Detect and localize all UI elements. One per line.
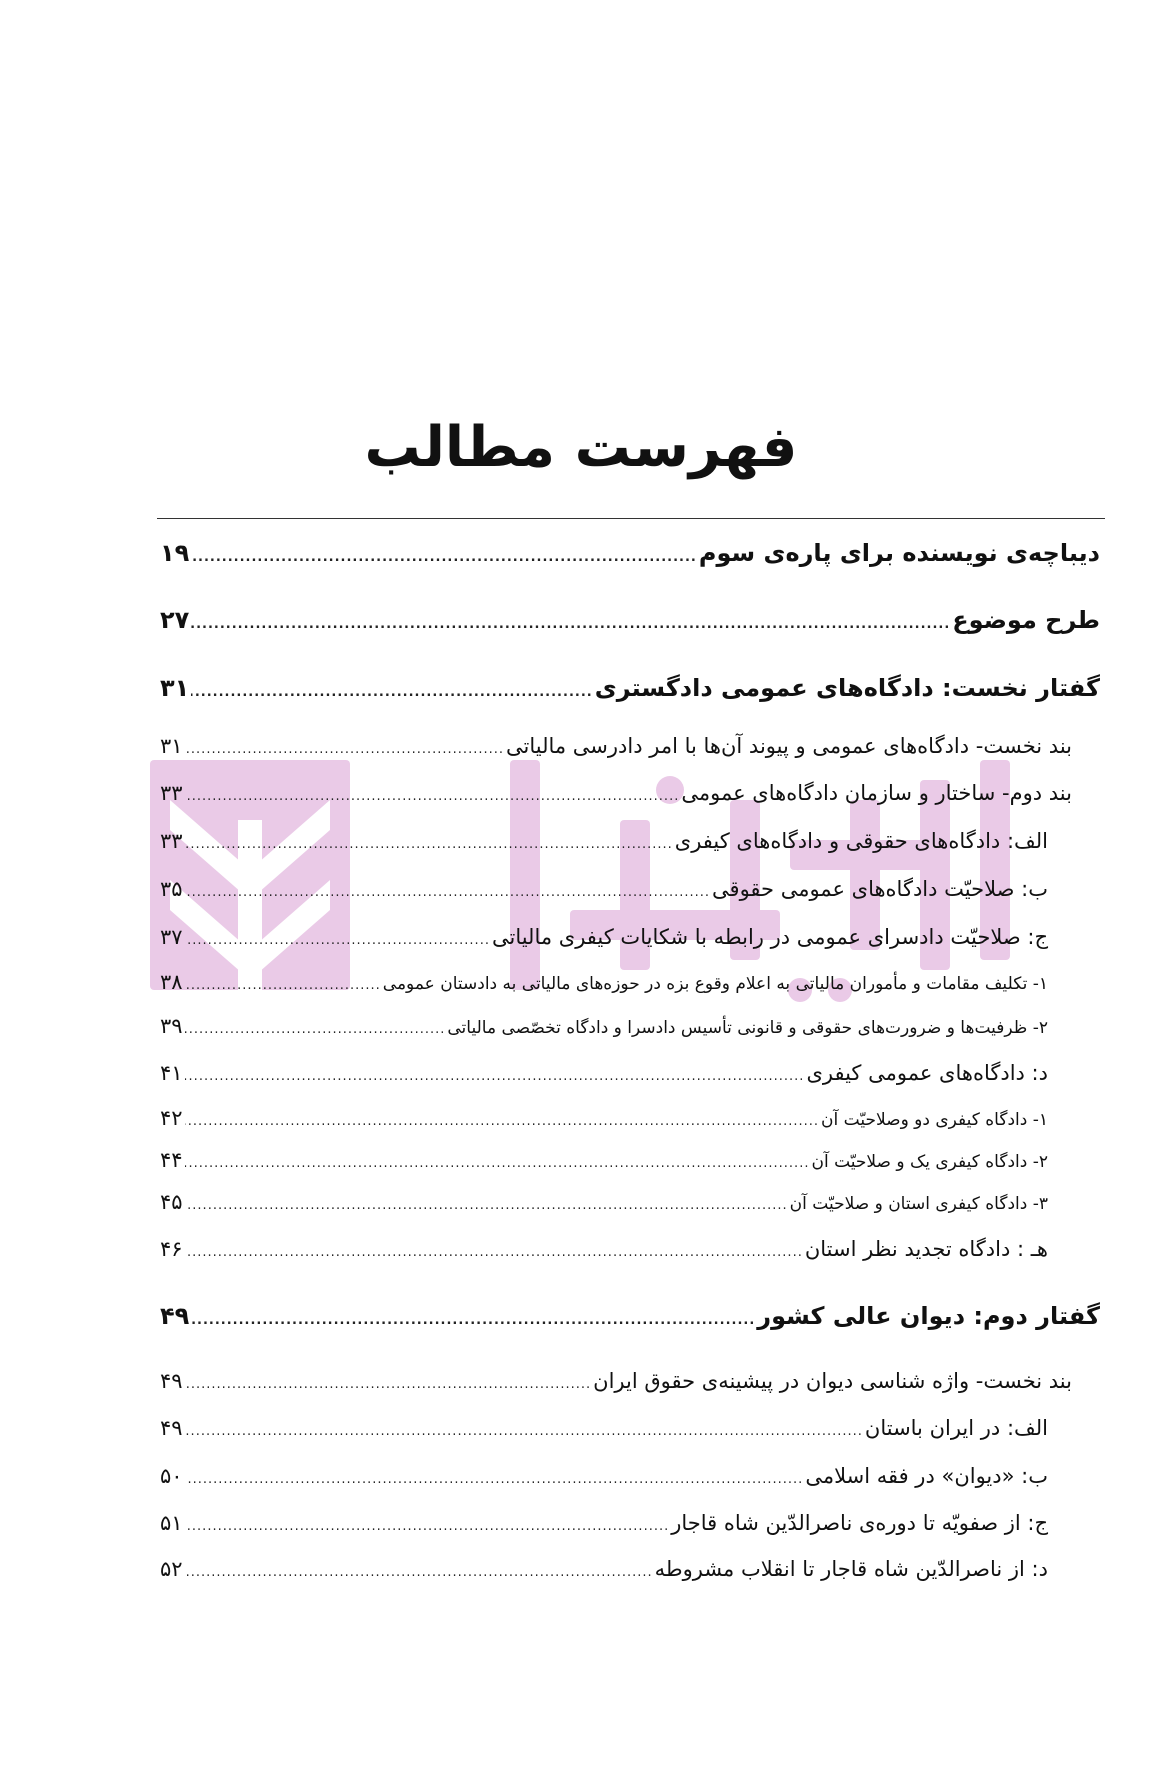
toc-leader-dots — [185, 837, 673, 852]
toc-entry[interactable] — [160, 877, 1048, 901]
toc-entry-title: ۱- تکلیف مقامات و مأموران مالیاتی به اعلام وقوع بزه در حوزه‌های مالیاتی به دادستان عمومی — [382, 974, 1048, 994]
toc-entry-title: الف: در ایران باستان — [864, 1416, 1048, 1440]
toc-entry-page: ۴۵ — [160, 1190, 183, 1214]
toc-entry-title: طرح موضوع — [952, 606, 1100, 634]
toc-entry[interactable] — [160, 734, 1072, 758]
toc-entry[interactable] — [160, 970, 1048, 994]
toc-entry-title: بند نخست- واژه شناسی دیوان در پیشینه‌ی حقوق ایران — [593, 1369, 1072, 1393]
toc-entry-title: ۱- دادگاه کیفری دو وصلاحیّت آن — [821, 1110, 1048, 1130]
toc-entry[interactable] — [160, 1511, 1048, 1535]
toc-entry-page: ۲۷ — [160, 606, 190, 634]
toc-entry[interactable] — [160, 539, 1100, 567]
toc-entry-title: ۳- دادگاه کیفری استان و صلاحیّت آن — [789, 1194, 1048, 1214]
toc-entry-page: ۳۱ — [160, 734, 183, 758]
toc-entry[interactable] — [160, 674, 1100, 702]
toc-leader-dots — [185, 1114, 819, 1129]
toc-entry-title: ۲- ظرفیت‌ها و ضرورت‌های حقوقی و قانونی تأسیس دادسرا و دادگاه تخصّصی مالیاتی — [447, 1018, 1048, 1038]
toc-entry-page: ۴۶ — [160, 1237, 183, 1261]
toc-leader-dots — [185, 1156, 810, 1171]
toc-entry-page: ۴۲ — [160, 1106, 183, 1130]
toc-leader-dots — [185, 1377, 592, 1392]
toc-entry[interactable] — [160, 829, 1048, 853]
toc-leader-dots — [185, 1565, 653, 1580]
toc-entry-page: ۴۹ — [160, 1416, 183, 1440]
toc-entry[interactable] — [160, 606, 1100, 634]
toc-entry-title: بند دوم- ساختار و سازمان دادگاه‌های عمومی — [681, 781, 1072, 805]
toc-leader-dots — [185, 1069, 805, 1084]
toc-leader-dots — [191, 550, 697, 565]
toc-entry-page: ۵۲ — [160, 1557, 183, 1581]
toc-entry-page: ۴۱ — [160, 1061, 183, 1085]
toc-entry-title: د: دادگاه‌های عمومی کیفری — [806, 1061, 1048, 1085]
toc-leader-dots — [185, 789, 680, 804]
toc-leader-dots — [185, 1519, 670, 1534]
toc-entry[interactable] — [160, 1369, 1072, 1393]
toc-entry[interactable] — [160, 781, 1072, 805]
toc-entry-title: هـ : دادگاه تجدید نظر استان — [804, 1237, 1048, 1261]
toc-entry-page: ۵۰ — [160, 1464, 183, 1488]
toc-leader-dots — [185, 885, 710, 900]
toc-leader-dots — [185, 1424, 863, 1439]
toc-entry-page: ۳۸ — [160, 970, 183, 994]
toc-entry-title: ب: صلاحیّت دادگاه‌های عمومی حقوقی — [712, 877, 1048, 901]
toc-leader-dots — [185, 978, 381, 993]
toc-entry[interactable] — [160, 1061, 1048, 1085]
toc-entry-title: الف: دادگاه‌های حقوقی و دادگاه‌های کیفری — [674, 829, 1048, 853]
toc-entry-page: ۳۷ — [160, 925, 183, 949]
toc-entry[interactable] — [160, 1557, 1048, 1581]
toc-entry[interactable] — [160, 1014, 1048, 1038]
toc-entry-page: ۳۵ — [160, 877, 183, 901]
toc-leader-dots — [185, 1022, 446, 1037]
toc-entry[interactable] — [160, 1237, 1048, 1261]
toc-leader-dots — [191, 1313, 755, 1328]
toc-entry-title: دیباچه‌ی نویسنده برای پاره‌ی سوم — [698, 539, 1100, 567]
toc-entry-title: د: از ناصرالدّین شاه قاجار تا انقلاب مشروطه — [654, 1557, 1048, 1581]
toc-entry-page: ۳۳ — [160, 829, 183, 853]
toc-entry[interactable] — [160, 1106, 1048, 1130]
toc-entry-page: ۱۹ — [160, 539, 190, 567]
toc-entry[interactable] — [160, 1302, 1100, 1330]
toc-entry-page: ۳۳ — [160, 781, 183, 805]
toc-entry-title: ج: صلاحیّت دادسرای عمومی در رابطه با شکایات کیفری مالیاتی — [491, 925, 1048, 949]
toc-leader-dots — [185, 1198, 788, 1213]
toc-entry[interactable] — [160, 1416, 1048, 1440]
toc-entry-page: ۳۱ — [160, 674, 190, 702]
title-divider — [157, 518, 1105, 519]
toc-leader-dots — [191, 685, 592, 700]
toc-entry-page: ۴۹ — [160, 1302, 190, 1330]
toc-leader-dots — [185, 1472, 804, 1487]
toc-entry-title: بند نخست- دادگاه‌های عمومی و پیوند آن‌ها با امر دادرسی مالیاتی — [506, 734, 1072, 758]
toc-entry-title: ج: از صفویّه تا دوره‌ی ناصرالدّین شاه قاجار — [671, 1511, 1048, 1535]
toc-entry[interactable] — [160, 1464, 1048, 1488]
toc-entry[interactable] — [160, 1190, 1048, 1214]
toc-entry[interactable] — [160, 1148, 1048, 1172]
toc-entry-page: ۴۴ — [160, 1148, 183, 1172]
toc-entry-title: ۲- دادگاه کیفری یک و صلاحیّت آن — [811, 1152, 1048, 1172]
toc-entry-title: گفتار نخست: دادگاه‌های عمومی دادگستری — [594, 674, 1100, 702]
toc-leader-dots — [185, 1245, 803, 1260]
toc-entry-page: ۴۹ — [160, 1369, 183, 1393]
toc-leader-dots — [191, 617, 950, 632]
toc-entry-title: گفتار دوم: دیوان عالی کشور — [757, 1302, 1100, 1330]
toc-entry-page: ۵۱ — [160, 1511, 183, 1535]
toc-leader-dots — [185, 742, 504, 757]
page-title: فهرست مطالب — [364, 415, 798, 480]
toc-entry-page: ۳۹ — [160, 1014, 183, 1038]
toc-entry-title: ب: «دیوان» در فقه اسلامی — [805, 1464, 1048, 1488]
toc-leader-dots — [185, 933, 490, 948]
toc-entry[interactable] — [160, 925, 1048, 949]
